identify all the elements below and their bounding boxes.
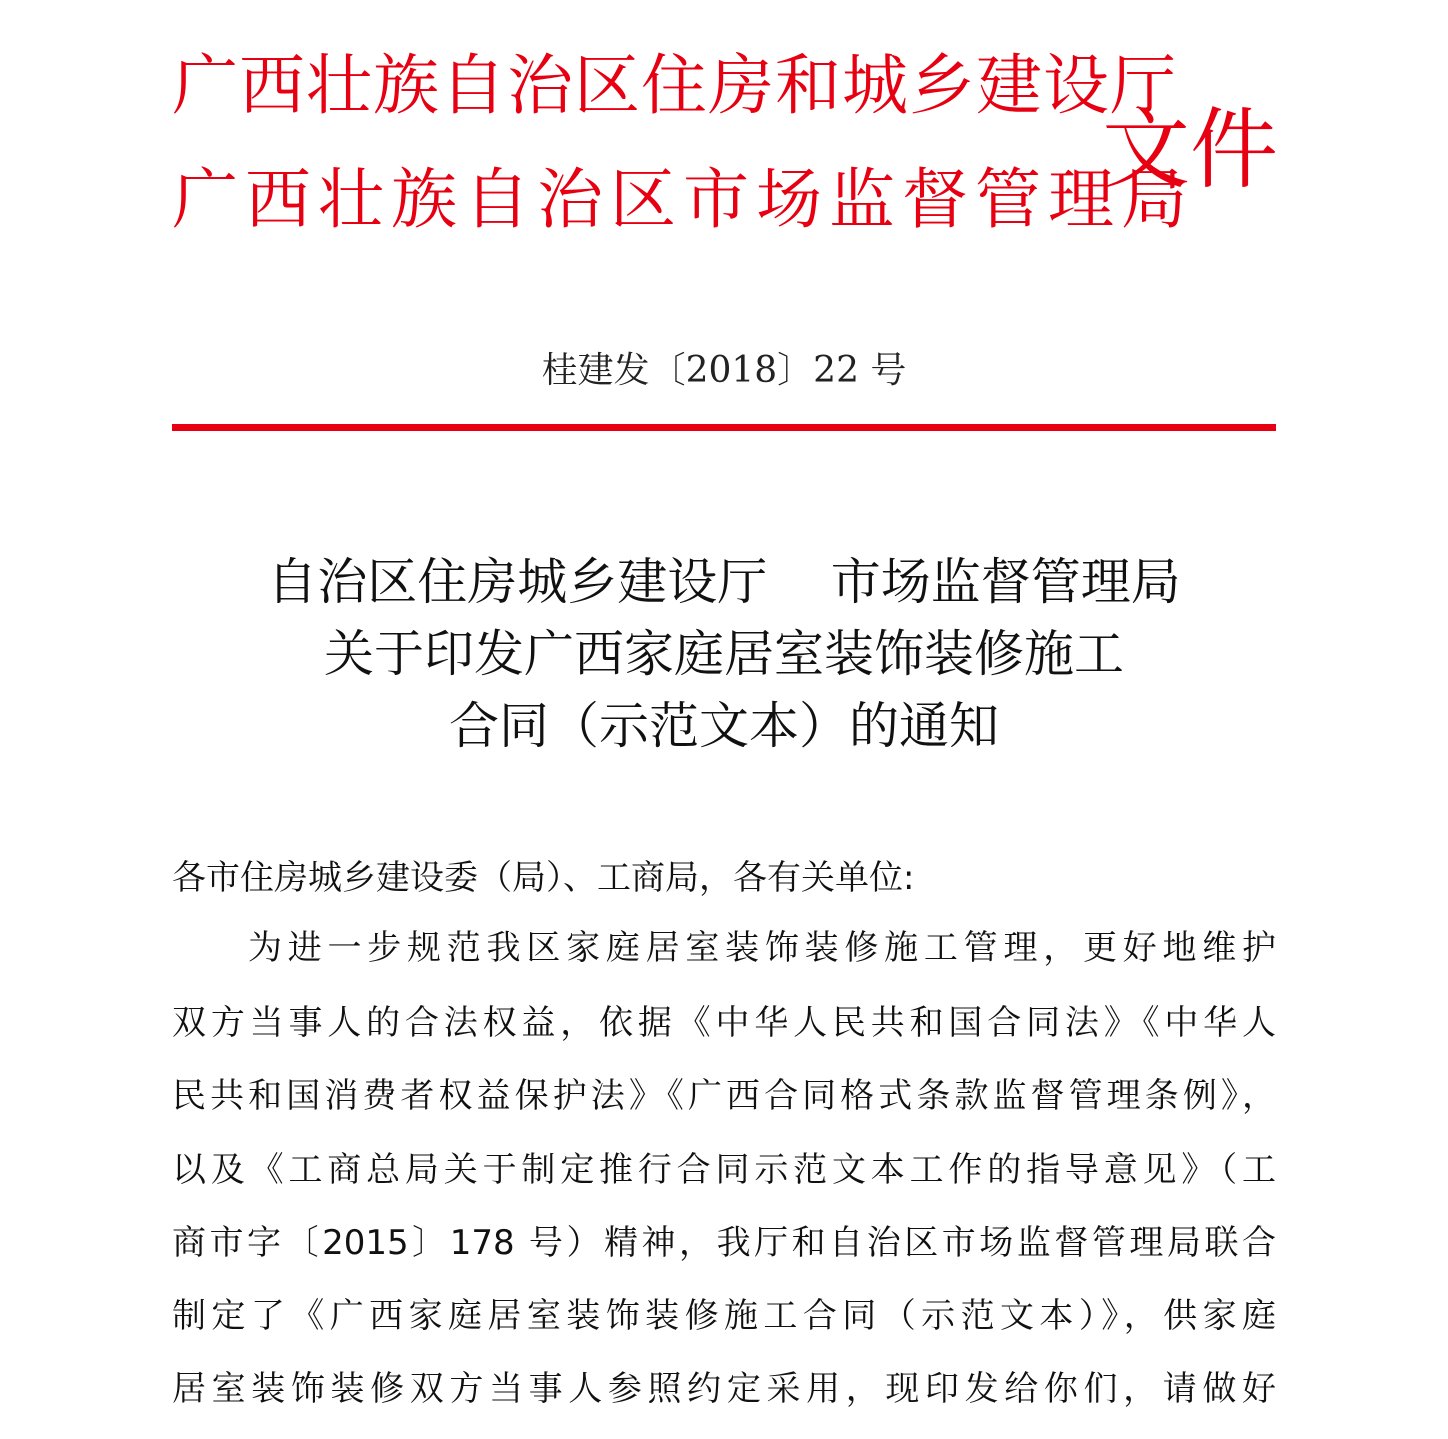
body-text-line: 民共和国消费者权益保护法》《广西合同格式条款监督管理条例》， xyxy=(172,1076,1276,1116)
document-type-label: 文件 xyxy=(1102,98,1279,201)
body-text-line: 居室装饰装修双方当事人参照约定采用，现印发给你们，请做好 xyxy=(172,1369,1276,1409)
document-number: 桂建发〔2018〕22 号 xyxy=(541,350,907,391)
body-text-line: 商市字〔2015〕178 号）精神，我厅和自治区市场监督管理局联合 xyxy=(172,1223,1276,1263)
issuing-org-market-supervision-bureau: 广西壮族自治区市场监督管理局 xyxy=(172,161,1194,238)
notice-title xyxy=(0,546,1448,762)
body-text-line: 以及《工商总局关于制定推行合同示范文本工作的指导意见》（工 xyxy=(172,1150,1276,1190)
issuing-org-housing-department: 广西壮族自治区住房和城乡建设厅 xyxy=(172,47,1177,124)
notice-title-line: 自治区住房城乡建设厅 市场监督管理局 xyxy=(267,553,1181,611)
body-text-line: 制定了《广西家庭居室装饰装修施工合同（示范文本）》，供家庭 xyxy=(172,1296,1276,1336)
body-text-line: 为进一步规范我区家庭居室装饰装修施工管理，更好地维护 xyxy=(248,928,1276,968)
red-header-divider xyxy=(172,424,1276,431)
notice-title-line: 关于印发广西家庭居室装饰装修施工 xyxy=(324,625,1124,683)
body-text-line: 双方当事人的合法权益，依据《中华人民共和国合同法》《中华人 xyxy=(172,1003,1276,1043)
notice-title-line: 合同（示范文本）的通知 xyxy=(449,697,999,755)
salutation: 各市住房城乡建设委（局）、工商局，各有关单位: xyxy=(172,858,915,898)
